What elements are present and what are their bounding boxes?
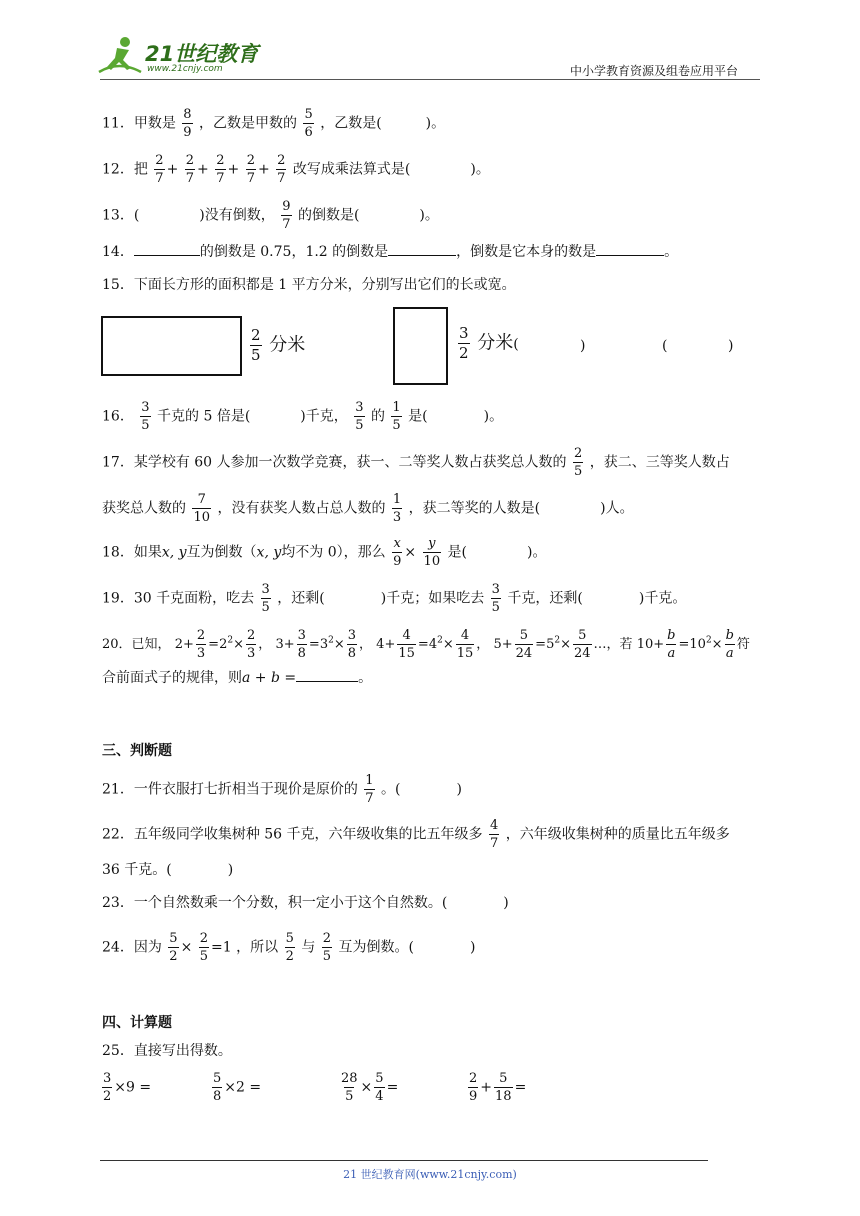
runner-logo-icon — [95, 36, 143, 78]
answer-blank[interactable] — [388, 255, 456, 256]
equation-1: 2+ $\frac{2}{3}$ $=2^2\times$ $\frac{2}{3}$ ， — [174, 628, 272, 661]
rect1-label: $\frac{2}{5}$ 分米 — [251, 326, 306, 364]
header-rule — [100, 79, 760, 80]
question-11: 11．甲数是 $\frac{8}{9}$ ，乙数是甲数的 $\frac{5}{6}$ ，乙数是( )。 — [102, 107, 446, 140]
answer-blank[interactable] — [296, 681, 358, 682]
calc-item-1: $\frac{3}{2}$ ×9 = — [103, 1071, 152, 1104]
equation-2: 3+ $\frac{3}{8}$ $=3^2\times$ $\frac{3}{8}$ ， — [275, 628, 373, 661]
calc-item-3: $\frac{28}{5}$ × $\frac{5}{4}$ = — [341, 1071, 399, 1104]
question-22-line2: 36 千克。( ) — [102, 862, 234, 878]
question-17-line1: 17．某学校有 60 人参加一次数学竞赛，获一、二等奖人数占获奖总人数的 $\frac{2}{5}$ ，获二、三等奖人数占 — [102, 446, 730, 479]
question-21: 21．一件衣服打七折相当于现价是原价的 $\frac{1}{7}$ 。( ) — [102, 773, 462, 806]
fraction: $\frac{5}{6}$ — [304, 107, 313, 140]
section-4-title: 四、计算题 — [102, 1015, 172, 1031]
calc-item-2: $\frac{5}{8}$ ×2 = — [213, 1071, 262, 1104]
header-logo — [95, 36, 265, 80]
question-16: 16． $\frac{3}{5}$ 千克的 5 倍是( )千克， $\frac{3}{5}$ 的 $\frac{1}{5}$ 是( )。 — [102, 400, 504, 433]
question-25: 25．直接写出得数。 — [102, 1043, 232, 1059]
question-12: 12．把 $\frac{2}{7}$ + $\frac{2}{7}$ + $\frac{2}{7}$ + $\frac{2}{7}$ + $\frac{2}{7}$ 改写成乘法算式是( )。 — [102, 153, 490, 186]
question-18: 18．如果x, y互为倒数（x, y均不为 0），那么 $\frac{x}{9}$ × $\frac{y}{10}$ 是( )。 — [102, 536, 547, 569]
equation-3: 4+ $\frac{4}{15}$ $=4^2\times$ $\frac{4}{15}$ ， — [376, 628, 490, 661]
answer-blank[interactable] — [596, 255, 664, 256]
question-14: 14． 的倒数是 0.75，1.2 的倒数是 ，倒数是它本身的数是 。 — [102, 244, 679, 260]
calc-item-4: $\frac{2}{9}$ + $\frac{5}{18}$ = — [469, 1071, 527, 1104]
logo-title: 21世纪教育 — [145, 42, 259, 66]
question-13: 13．( )没有倒数， $\frac{9}{7}$ 的倒数是( )。 — [102, 199, 439, 232]
header-right-text: 中小学教育资源及组卷应用平台 — [570, 64, 739, 78]
rectangle-wide — [101, 316, 242, 376]
question-15: 15．下面长方形的面积都是 1 平方分米，分别写出它们的长或宽。 — [102, 277, 516, 293]
section-3-title: 三、判断题 — [102, 743, 172, 759]
footer-rule — [100, 1160, 708, 1161]
logo-url: www.21cnjy.com — [147, 64, 223, 74]
rect2-label: $\frac{3}{2}$ 分米( — [459, 324, 519, 362]
question-22-line1: 22．五年级同学收集树种 56 千克，六年级收集的比五年级多 $\frac{4}{7}$ ，六年级收集树种的质量比五年级多 — [102, 818, 730, 851]
question-19: 19．30 千克面粉，吃去 $\frac{3}{5}$ ，还剩( )千克；如果吃去 $\frac{3}{5}$ 千克，还剩( )千克。 — [102, 582, 687, 615]
fraction: $\frac{8}{9}$ — [183, 107, 192, 140]
question-24: 24．因为 $\frac{5}{2}$ × $\frac{2}{5}$ =1 ，所以 $\frac{5}{2}$ 与 $\frac{2}{5}$ 互为倒数。( ) — [102, 931, 476, 964]
question-17-line2: 获奖总人数的 $\frac{7}{10}$ ，没有获奖人数占总人数的 $\frac{1}{3}$ ，获二等奖的人数是( )人。 — [102, 492, 634, 525]
answer-blank[interactable] — [134, 255, 200, 256]
equation-4: 5+ $\frac{5}{24}$ $=5^2\times$ $\frac{5}{24}$ — [493, 628, 591, 661]
footer-text: 21 世纪教育网(www.21cnjy.com) — [343, 1168, 517, 1181]
question-20-line2: 合前面式子的规律，则a + b = 。 — [102, 670, 373, 686]
rectangle-tall — [393, 307, 448, 385]
question-23: 23．一个自然数乘一个分数，积一定小于这个自然数。( ) — [102, 895, 509, 911]
question-20: 20．已知， 2+ $\frac{2}{3}$ $=2^2\times$ $\frac{2}{3}$ ， 3+ $\frac{3}{8}$ $=3^2\times$ $\frac{3}{8}$ ， 4+ $\frac{4}{15}$ $=4^2\times$ $\frac{4}{15}$ ， 5+ $\frac{5}{24}$ $=5^2\times$ $\frac{5}{24}$ …，若 10+ $\frac{b}{a}$ $=10^2\times$ $\frac{b}{a}$ 符 — [102, 628, 750, 661]
